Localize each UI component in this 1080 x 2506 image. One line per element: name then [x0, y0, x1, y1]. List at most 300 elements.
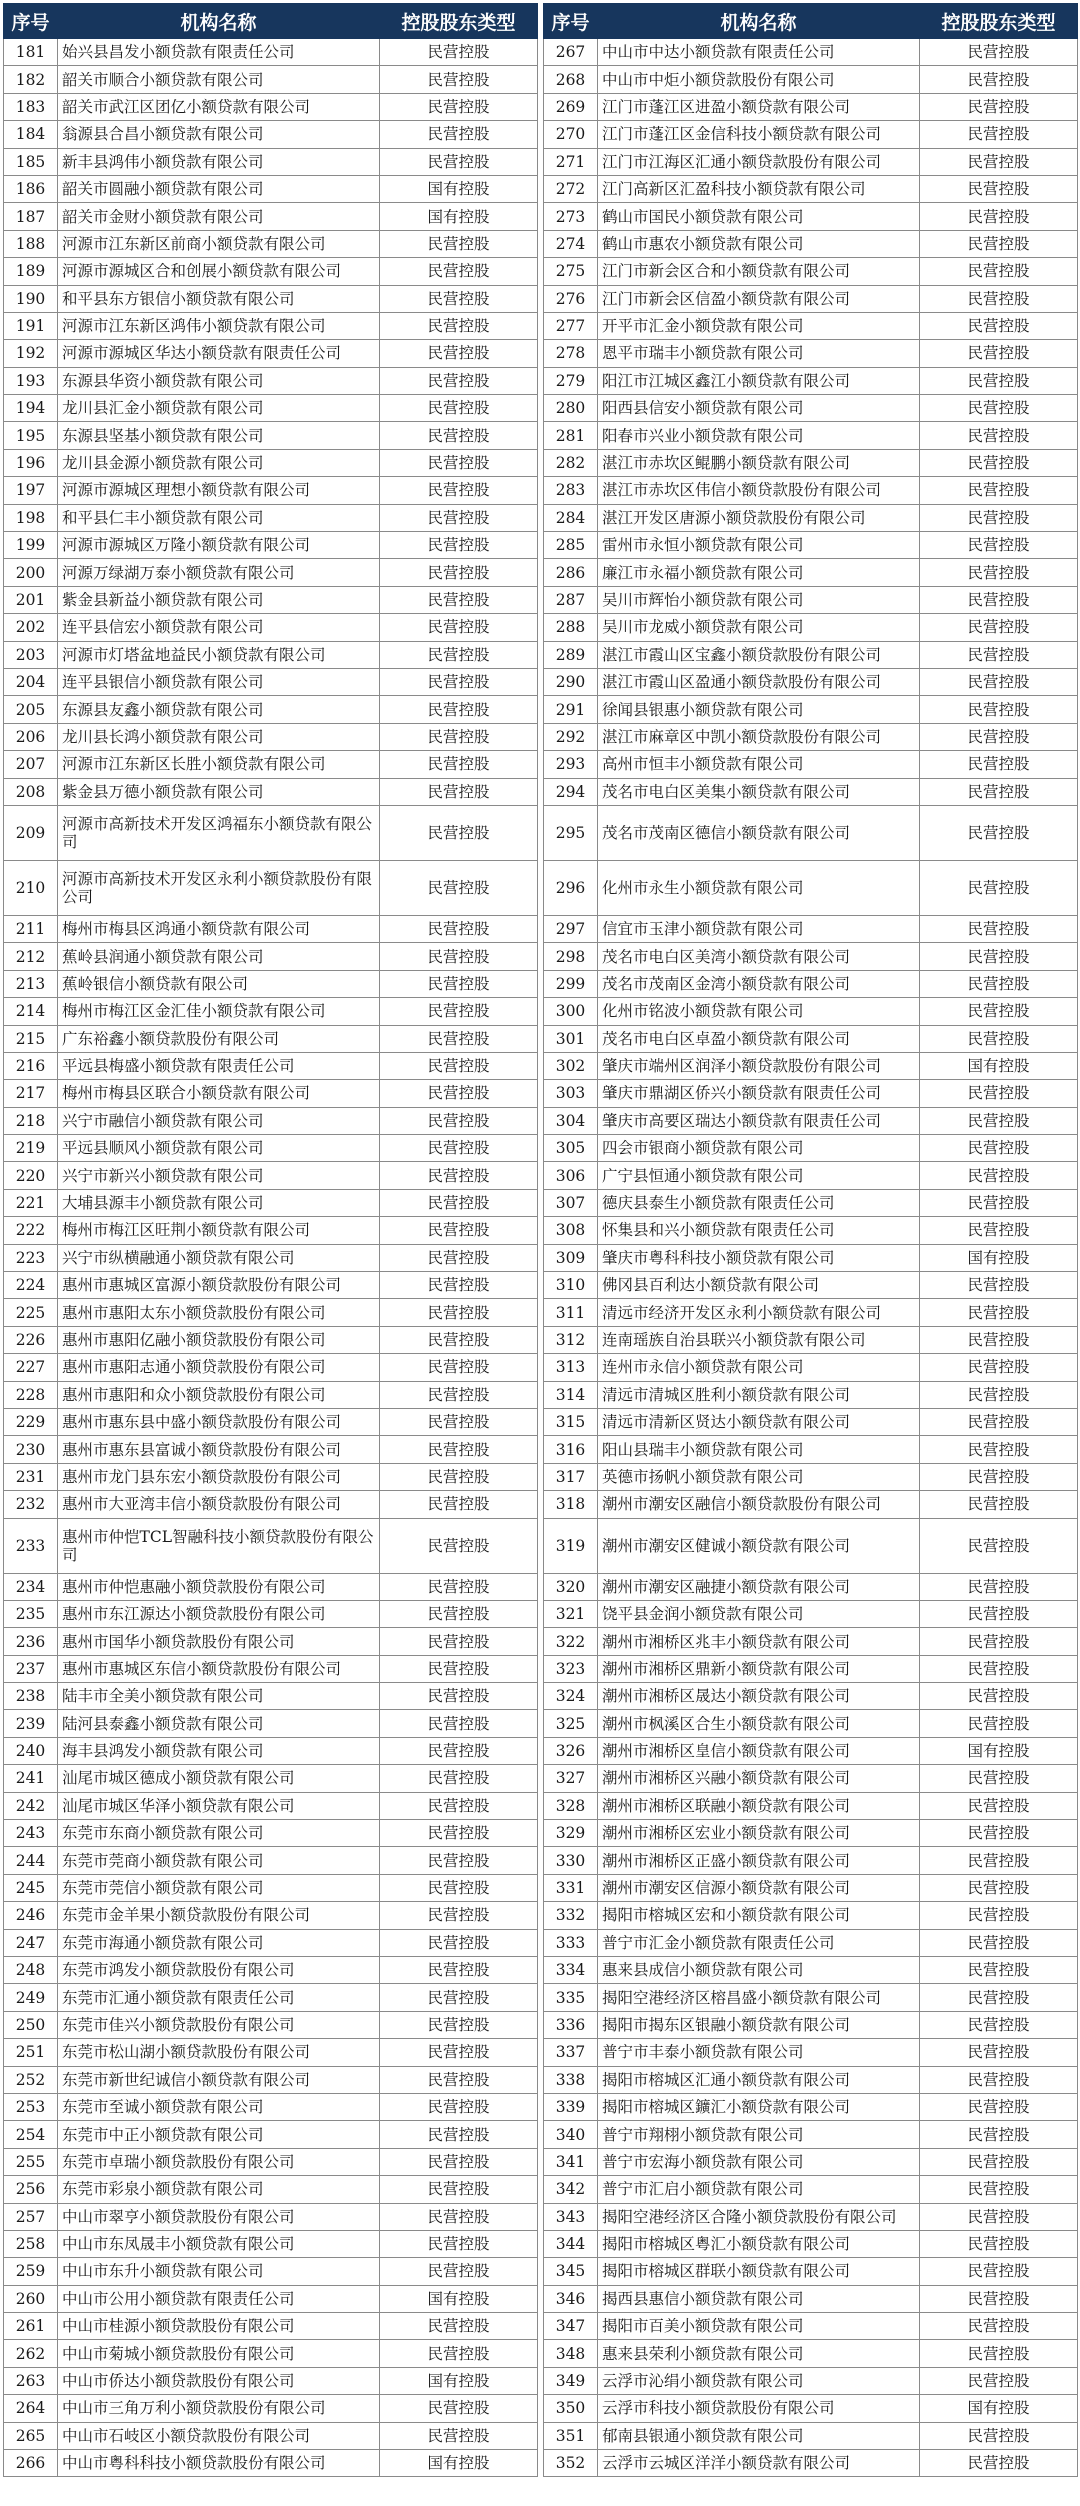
row-holder-type: 民营控股 [920, 121, 1078, 148]
right-table [543, 3, 1078, 2477]
row-seq: 309 [544, 1244, 598, 1271]
table-row [4, 93, 538, 120]
row-seq: 254 [4, 2121, 58, 2148]
row-holder-type: 民营控股 [380, 1162, 538, 1189]
row-seq: 266 [4, 2450, 58, 2477]
row-holder-type: 民营控股 [920, 1299, 1078, 1326]
row-seq: 217 [4, 1080, 58, 1107]
row-institution-name: 开平市汇金小额贷款有限公司 [598, 312, 920, 339]
table-row [4, 1518, 538, 1573]
row-seq: 224 [4, 1272, 58, 1299]
row-institution-name: 东莞市东商小额贷款有限公司 [58, 1820, 380, 1847]
row-institution-name: 和平县东方银信小额贷款有限公司 [58, 285, 380, 312]
row-institution-name: 潮州市湘桥区兴融小额贷款有限公司 [598, 1765, 920, 1792]
row-institution-name: 普宁市丰泰小额贷款有限公司 [598, 2039, 920, 2066]
row-holder-type: 民营控股 [920, 395, 1078, 422]
row-institution-name: 平远县顺风小额贷款有限公司 [58, 1135, 380, 1162]
row-seq: 218 [4, 1107, 58, 1134]
row-seq: 268 [544, 66, 598, 93]
row-holder-type: 民营控股 [920, 2011, 1078, 2038]
row-seq: 240 [4, 1737, 58, 1764]
row-holder-type: 民营控股 [380, 1135, 538, 1162]
row-seq: 249 [4, 1984, 58, 2011]
row-holder-type: 民营控股 [920, 2313, 1078, 2340]
row-seq: 297 [544, 915, 598, 942]
row-seq: 278 [544, 340, 598, 367]
row-institution-name: 茂名市电白区美集小额贷款有限公司 [598, 778, 920, 805]
row-holder-type: 民营控股 [920, 203, 1078, 230]
row-seq: 212 [4, 943, 58, 970]
row-holder-type: 民营控股 [380, 1847, 538, 1874]
row-seq: 267 [544, 39, 598, 66]
row-seq: 290 [544, 668, 598, 695]
row-seq: 351 [544, 2422, 598, 2449]
row-institution-name: 江门市蓬江区金信科技小额贷款有限公司 [598, 121, 920, 148]
row-institution-name: 紫金县万德小额贷款有限公司 [58, 778, 380, 805]
row-holder-type: 民营控股 [920, 504, 1078, 531]
row-holder-type: 民营控股 [380, 1408, 538, 1435]
table-row [544, 422, 1078, 449]
row-institution-name: 潮州市潮安区融捷小额贷款有限公司 [598, 1573, 920, 1600]
table-row [4, 1189, 538, 1216]
table-row [544, 2367, 1078, 2394]
row-institution-name: 兴宁市纵横融通小额贷款有限公司 [58, 1244, 380, 1271]
table-row [4, 1655, 538, 1682]
table-row [4, 641, 538, 668]
row-seq: 300 [544, 998, 598, 1025]
row-institution-name: 龙川县长鸿小额贷款有限公司 [58, 723, 380, 750]
row-institution-name: 始兴县昌发小额贷款有限责任公司 [58, 39, 380, 66]
row-institution-name: 潮州市湘桥区兆丰小额贷款有限公司 [598, 1628, 920, 1655]
table-row [544, 2422, 1078, 2449]
table-row [4, 285, 538, 312]
left-table [3, 3, 538, 2477]
row-holder-type: 民营控股 [920, 915, 1078, 942]
row-holder-type: 国有控股 [380, 2285, 538, 2312]
left-header-row [4, 4, 538, 39]
row-seq: 325 [544, 1710, 598, 1737]
table-row [544, 998, 1078, 1025]
row-holder-type: 民营控股 [380, 93, 538, 120]
row-institution-name: 惠州市仲恺惠融小额贷款股份有限公司 [58, 1573, 380, 1600]
row-seq: 315 [544, 1408, 598, 1435]
row-seq: 244 [4, 1847, 58, 1874]
row-seq: 235 [4, 1600, 58, 1627]
row-institution-name: 湛江市赤坎区伟信小额贷款股份有限公司 [598, 477, 920, 504]
row-holder-type: 民营控股 [920, 2230, 1078, 2257]
table-row [4, 367, 538, 394]
row-institution-name: 东莞市卓瑞小额贷款股份有限公司 [58, 2148, 380, 2175]
row-institution-name: 韶关市金财小额贷款有限公司 [58, 203, 380, 230]
row-holder-type: 民营控股 [920, 93, 1078, 120]
row-holder-type: 民营控股 [380, 1381, 538, 1408]
row-seq: 329 [544, 1820, 598, 1847]
row-institution-name: 潮州市湘桥区晟达小额贷款有限公司 [598, 1683, 920, 1710]
row-holder-type: 民营控股 [920, 2340, 1078, 2367]
row-institution-name: 河源市灯塔盆地益民小额贷款有限公司 [58, 641, 380, 668]
row-holder-type: 民营控股 [920, 285, 1078, 312]
row-institution-name: 东莞市海通小额贷款有限公司 [58, 1929, 380, 1956]
row-seq: 301 [544, 1025, 598, 1052]
row-institution-name: 韶关市顺合小额贷款有限公司 [58, 66, 380, 93]
row-holder-type: 民营控股 [920, 340, 1078, 367]
table-row [4, 1820, 538, 1847]
table-row [544, 175, 1078, 202]
table-row [4, 1491, 538, 1518]
table-row [544, 340, 1078, 367]
table-row [4, 2039, 538, 2066]
table-row [4, 2203, 538, 2230]
table-row [4, 1573, 538, 1600]
row-holder-type: 民营控股 [920, 1408, 1078, 1435]
row-seq: 276 [544, 285, 598, 312]
row-holder-type: 民营控股 [380, 1929, 538, 1956]
left-table-body [4, 39, 538, 2477]
row-seq: 286 [544, 559, 598, 586]
row-institution-name: 和平县仁丰小额贷款有限公司 [58, 504, 380, 531]
row-holder-type: 民营控股 [380, 559, 538, 586]
row-seq: 288 [544, 614, 598, 641]
row-holder-type: 民营控股 [920, 998, 1078, 1025]
row-seq: 284 [544, 504, 598, 531]
row-holder-type: 民营控股 [920, 2093, 1078, 2120]
row-seq: 195 [4, 422, 58, 449]
row-seq: 334 [544, 1957, 598, 1984]
row-holder-type: 民营控股 [380, 1217, 538, 1244]
row-holder-type: 民营控股 [380, 1984, 538, 2011]
table-row [544, 1436, 1078, 1463]
row-seq: 193 [4, 367, 58, 394]
row-institution-name: 鹤山市惠农小额贷款有限公司 [598, 230, 920, 257]
table-row [544, 449, 1078, 476]
table-row [544, 1244, 1078, 1271]
row-institution-name: 肇庆市端州区润泽小额贷款股份有限公司 [598, 1052, 920, 1079]
row-institution-name: 东源县华资小额贷款有限公司 [58, 367, 380, 394]
table-row [544, 586, 1078, 613]
row-holder-type: 民营控股 [380, 477, 538, 504]
row-institution-name: 兴宁市融信小额贷款有限公司 [58, 1107, 380, 1134]
table-row [544, 2450, 1078, 2477]
row-holder-type: 民营控股 [920, 1874, 1078, 1901]
table-row [544, 696, 1078, 723]
table-row [544, 1683, 1078, 1710]
row-holder-type: 民营控股 [920, 614, 1078, 641]
table-row [4, 1299, 538, 1326]
table-row [4, 2450, 538, 2477]
row-seq: 220 [4, 1162, 58, 1189]
table-row [544, 121, 1078, 148]
row-holder-type: 民营控股 [380, 1902, 538, 1929]
row-institution-name: 河源市高新技术开发区鸿福东小额贷款有限公司 [58, 805, 380, 860]
row-institution-name: 东莞市松山湖小额贷款股份有限公司 [58, 2039, 380, 2066]
row-seq: 199 [4, 532, 58, 559]
row-institution-name: 徐闻县银惠小额贷款有限公司 [598, 696, 920, 723]
row-holder-type: 民营控股 [380, 915, 538, 942]
table-row [4, 2011, 538, 2038]
row-seq: 206 [4, 723, 58, 750]
table-row [544, 1655, 1078, 1682]
row-institution-name: 潮州市潮安区融信小额贷款股份有限公司 [598, 1491, 920, 1518]
row-seq: 251 [4, 2039, 58, 2066]
table-row [4, 2121, 538, 2148]
table-row [544, 2148, 1078, 2175]
row-seq: 350 [544, 2395, 598, 2422]
table-row [544, 1272, 1078, 1299]
table-row [4, 1710, 538, 1737]
row-seq: 296 [544, 860, 598, 915]
row-institution-name: 揭西县惠信小额贷款有限公司 [598, 2285, 920, 2312]
row-institution-name: 潮州市潮安区信源小额贷款有限公司 [598, 1874, 920, 1901]
row-seq: 192 [4, 340, 58, 367]
row-institution-name: 梅州市梅江区旺荆小额贷款有限公司 [58, 1217, 380, 1244]
row-seq: 283 [544, 477, 598, 504]
row-institution-name: 湛江市霞山区宝鑫小额贷款股份有限公司 [598, 641, 920, 668]
row-institution-name: 四会市银商小额贷款有限公司 [598, 1135, 920, 1162]
row-seq: 216 [4, 1052, 58, 1079]
row-seq: 225 [4, 1299, 58, 1326]
row-seq: 275 [544, 258, 598, 285]
row-seq: 324 [544, 1683, 598, 1710]
table-row [4, 1847, 538, 1874]
row-institution-name: 东莞市佳兴小额贷款股份有限公司 [58, 2011, 380, 2038]
row-holder-type: 民营控股 [920, 1217, 1078, 1244]
row-holder-type: 民营控股 [920, 1381, 1078, 1408]
row-seq: 208 [4, 778, 58, 805]
table-row [4, 1628, 538, 1655]
table-row [4, 395, 538, 422]
row-institution-name: 梅州市梅县区鸿通小额贷款有限公司 [58, 915, 380, 942]
row-seq: 335 [544, 1984, 598, 2011]
row-institution-name: 肇庆市粤科科技小额贷款有限公司 [598, 1244, 920, 1271]
row-seq: 265 [4, 2422, 58, 2449]
row-institution-name: 中山市中炬小额贷款股份有限公司 [598, 66, 920, 93]
row-seq: 287 [544, 586, 598, 613]
row-holder-type: 民营控股 [380, 1518, 538, 1573]
row-institution-name: 中山市桂源小额贷款股份有限公司 [58, 2313, 380, 2340]
row-seq: 319 [544, 1518, 598, 1573]
row-holder-type: 民营控股 [380, 1737, 538, 1764]
row-institution-name: 河源市源城区万隆小额贷款有限公司 [58, 532, 380, 559]
row-institution-name: 陆丰市全美小额贷款有限公司 [58, 1683, 380, 1710]
row-institution-name: 阳西县信安小额贷款有限公司 [598, 395, 920, 422]
row-holder-type: 民营控股 [380, 1820, 538, 1847]
row-holder-type: 民营控股 [380, 2340, 538, 2367]
row-seq: 209 [4, 805, 58, 860]
row-holder-type: 民营控股 [380, 1792, 538, 1819]
row-holder-type: 民营控股 [380, 258, 538, 285]
row-holder-type: 民营控股 [920, 723, 1078, 750]
row-seq: 189 [4, 258, 58, 285]
row-institution-name: 云浮市科技小额贷款股份有限公司 [598, 2395, 920, 2422]
table-row [544, 66, 1078, 93]
row-seq: 331 [544, 1874, 598, 1901]
row-institution-name: 潮州市枫溪区合生小额贷款有限公司 [598, 1710, 920, 1737]
row-seq: 221 [4, 1189, 58, 1216]
table-row [4, 312, 538, 339]
row-holder-type: 民营控股 [380, 1683, 538, 1710]
row-holder-type: 民营控股 [380, 943, 538, 970]
row-institution-name: 肇庆市鼎湖区侨兴小额贷款有限责任公司 [598, 1080, 920, 1107]
row-seq: 323 [544, 1655, 598, 1682]
row-institution-name: 揭阳空港经济区合隆小额贷款股份有限公司 [598, 2203, 920, 2230]
row-holder-type: 民营控股 [380, 1491, 538, 1518]
row-holder-type: 民营控股 [380, 1874, 538, 1901]
row-institution-name: 中山市三角万利小额贷款股份有限公司 [58, 2395, 380, 2422]
table-row [4, 1080, 538, 1107]
right-column [543, 3, 1077, 2503]
row-holder-type: 国有控股 [380, 175, 538, 202]
row-institution-name: 中山市东升小额贷款有限公司 [58, 2258, 380, 2285]
row-holder-type: 民营控股 [920, 1902, 1078, 1929]
table-row [4, 723, 538, 750]
row-holder-type: 民营控股 [380, 1710, 538, 1737]
row-seq: 293 [544, 751, 598, 778]
row-institution-name: 河源市江东新区长胜小额贷款有限公司 [58, 751, 380, 778]
row-holder-type: 民营控股 [920, 970, 1078, 997]
header-type: 控股股东类型 [920, 4, 1078, 39]
row-seq: 322 [544, 1628, 598, 1655]
row-holder-type: 民营控股 [920, 1135, 1078, 1162]
row-holder-type: 民营控股 [380, 2313, 538, 2340]
row-holder-type: 民营控股 [380, 1600, 538, 1627]
row-seq: 188 [4, 230, 58, 257]
row-seq: 305 [544, 1135, 598, 1162]
row-holder-type: 民营控股 [380, 1436, 538, 1463]
row-seq: 304 [544, 1107, 598, 1134]
row-institution-name: 揭阳市榕城区汇通小额贷款有限公司 [598, 2066, 920, 2093]
row-institution-name: 连南瑶族自治县联兴小额贷款有限公司 [598, 1326, 920, 1353]
table-row [4, 696, 538, 723]
row-institution-name: 潮州市湘桥区宏业小额贷款有限公司 [598, 1820, 920, 1847]
row-institution-name: 吴川市龙威小额贷款有限公司 [598, 614, 920, 641]
row-holder-type: 民营控股 [920, 1518, 1078, 1573]
table-row [544, 2121, 1078, 2148]
row-institution-name: 连平县信宏小额贷款有限公司 [58, 614, 380, 641]
table-row [4, 203, 538, 230]
row-institution-name: 惠州市东江源达小额贷款股份有限公司 [58, 1600, 380, 1627]
row-seq: 343 [544, 2203, 598, 2230]
row-seq: 248 [4, 1957, 58, 1984]
table-row [4, 1381, 538, 1408]
row-holder-type: 民营控股 [380, 1463, 538, 1490]
row-institution-name: 潮州市潮安区健诚小额贷款有限公司 [598, 1518, 920, 1573]
table-row [544, 1354, 1078, 1381]
row-seq: 243 [4, 1820, 58, 1847]
table-row [4, 1244, 538, 1271]
row-holder-type: 民营控股 [380, 312, 538, 339]
row-seq: 211 [4, 915, 58, 942]
row-holder-type: 民营控股 [920, 2450, 1078, 2477]
row-seq: 181 [4, 39, 58, 66]
row-seq: 234 [4, 1573, 58, 1600]
row-holder-type: 民营控股 [380, 2230, 538, 2257]
table-row [544, 1874, 1078, 1901]
row-holder-type: 民营控股 [920, 230, 1078, 257]
table-row [4, 1436, 538, 1463]
row-institution-name: 惠州市国华小额贷款股份有限公司 [58, 1628, 380, 1655]
row-institution-name: 潮州市湘桥区皇信小额贷款有限公司 [598, 1737, 920, 1764]
table-row [4, 340, 538, 367]
table-row [4, 860, 538, 915]
row-holder-type: 民营控股 [920, 1080, 1078, 1107]
row-seq: 182 [4, 66, 58, 93]
row-holder-type: 民营控股 [920, 1957, 1078, 1984]
header-seq: 序号 [544, 4, 598, 39]
row-holder-type: 民营控股 [920, 751, 1078, 778]
row-institution-name: 揭阳空港经济区榕昌盛小额贷款有限公司 [598, 1984, 920, 2011]
row-institution-name: 中山市菊城小额贷款股份有限公司 [58, 2340, 380, 2367]
row-institution-name: 云浮市云城区洋洋小额贷款有限公司 [598, 2450, 920, 2477]
table-row [4, 2258, 538, 2285]
row-seq: 261 [4, 2313, 58, 2340]
row-holder-type: 民营控股 [380, 805, 538, 860]
row-holder-type: 民营控股 [380, 1272, 538, 1299]
table-row [544, 860, 1078, 915]
row-seq: 256 [4, 2176, 58, 2203]
table-row [544, 1107, 1078, 1134]
row-institution-name: 潮州市湘桥区正盛小额贷款有限公司 [598, 1847, 920, 1874]
row-institution-name: 肇庆市高要区瑞达小额贷款有限责任公司 [598, 1107, 920, 1134]
row-institution-name: 大埔县源丰小额贷款有限公司 [58, 1189, 380, 1216]
row-seq: 342 [544, 2176, 598, 2203]
row-holder-type: 民营控股 [920, 1354, 1078, 1381]
table-row [544, 1929, 1078, 1956]
row-seq: 270 [544, 121, 598, 148]
table-row [4, 1984, 538, 2011]
table-row [544, 1902, 1078, 1929]
row-holder-type: 民营控股 [380, 1573, 538, 1600]
table-row [544, 1162, 1078, 1189]
row-holder-type: 民营控股 [380, 970, 538, 997]
table-row [4, 1792, 538, 1819]
row-holder-type: 民营控股 [380, 1957, 538, 1984]
row-institution-name: 揭阳市榕城区粤汇小额贷款有限公司 [598, 2230, 920, 2257]
row-holder-type: 民营控股 [920, 1189, 1078, 1216]
row-holder-type: 国有控股 [380, 2367, 538, 2394]
row-institution-name: 清远市经济开发区永利小额贷款有限公司 [598, 1299, 920, 1326]
table-row [4, 449, 538, 476]
table-row [4, 1463, 538, 1490]
row-holder-type: 民营控股 [920, 1107, 1078, 1134]
row-institution-name: 化州市永生小额贷款有限公司 [598, 860, 920, 915]
table-row [4, 1162, 538, 1189]
table-row [4, 2176, 538, 2203]
table-row [544, 1710, 1078, 1737]
row-institution-name: 惠州市惠城区富源小额贷款股份有限公司 [58, 1272, 380, 1299]
row-holder-type: 民营控股 [380, 751, 538, 778]
row-holder-type: 民营控股 [920, 1162, 1078, 1189]
table-row [4, 66, 538, 93]
row-holder-type: 民营控股 [920, 1929, 1078, 1956]
row-institution-name: 惠州市龙门县东宏小额贷款股份有限公司 [58, 1463, 380, 1490]
row-seq: 252 [4, 2066, 58, 2093]
row-holder-type: 民营控股 [380, 367, 538, 394]
row-holder-type: 民营控股 [920, 2258, 1078, 2285]
row-seq: 205 [4, 696, 58, 723]
row-holder-type: 民营控股 [920, 696, 1078, 723]
table-row [544, 1135, 1078, 1162]
row-institution-name: 雷州市永恒小额贷款有限公司 [598, 532, 920, 559]
row-seq: 264 [4, 2395, 58, 2422]
row-holder-type: 民营控股 [920, 2039, 1078, 2066]
row-institution-name: 东莞市汇通小额贷款有限责任公司 [58, 1984, 380, 2011]
row-seq: 330 [544, 1847, 598, 1874]
row-holder-type: 民营控股 [920, 2176, 1078, 2203]
row-holder-type: 民营控股 [380, 586, 538, 613]
row-holder-type: 民营控股 [920, 449, 1078, 476]
table-row [544, 2093, 1078, 2120]
row-holder-type: 民营控股 [920, 1573, 1078, 1600]
